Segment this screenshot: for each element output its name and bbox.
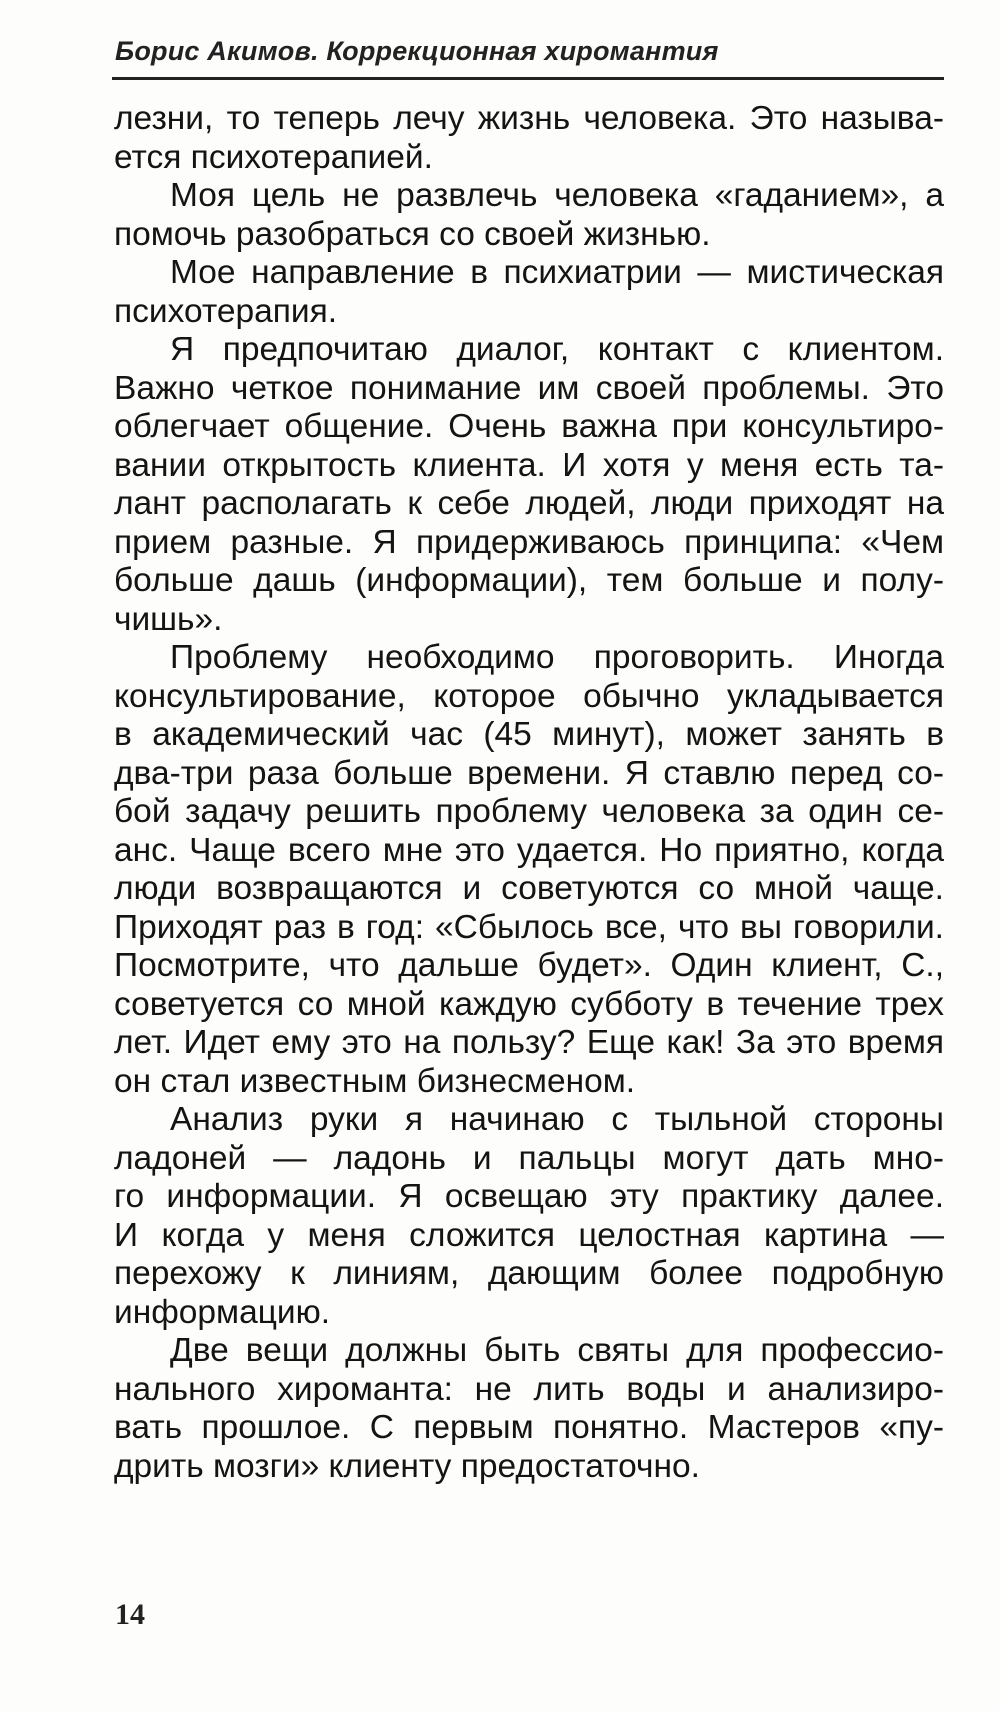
text-line: люди возвращаются и советуются со мной чаще.: [114, 870, 944, 907]
text-line: информацию.: [114, 1293, 331, 1331]
text-line: лет. Идет ему это на пользу? Еще как! За это время: [114, 1024, 944, 1061]
paragraph: [114, 254, 944, 331]
header-rule: [112, 77, 944, 80]
text-line: он стал известным бизнесменом.: [114, 1062, 636, 1100]
text-line: больше дашь (информации), тем больше и полу-: [114, 562, 944, 599]
paragraph: [114, 331, 944, 639]
text-line: дрить мозги» клиенту предостаточно.: [114, 1447, 700, 1485]
paragraph: [114, 639, 944, 1101]
text-line: помочь разобраться со своей жизнью.: [114, 215, 711, 253]
text-line: бой задачу решить проблему человека за один се-: [114, 793, 944, 830]
text-line: Две вещи должны быть святы для профессио-: [170, 1332, 944, 1369]
text-line: Анализ руки я начинаю с тыльной стороны: [170, 1101, 944, 1138]
text-line: анс. Чаще всего мне это удается. Но приятно, когда: [114, 831, 944, 869]
text-line: перехожу к линиям, дающим более подробную: [114, 1255, 944, 1292]
text-line: Приходят раз в год: «Сбылось все, что вы говорили.: [114, 908, 944, 946]
text-line: лант располагать к себе людей, люди приходят на: [114, 485, 944, 522]
text-line: ладоней — ладонь и пальцы могут дать мно-: [114, 1139, 944, 1177]
text-line: прием разные. Я придерживаюсь принципа: «Чем: [114, 523, 944, 561]
text-line: Моя цель не развлечь человека «гаданием», а: [170, 177, 944, 214]
text-line: чишь».: [114, 600, 223, 638]
text-line: лезни, то теперь лечу жизнь человека. Это называ-: [114, 100, 944, 137]
text-line: психотерапия.: [114, 292, 338, 330]
text-line: И когда у меня сложится целостная картина —: [114, 1216, 944, 1254]
text-line: ется психотерапией.: [114, 138, 433, 176]
text-line: Проблему необходимо проговорить. Иногда: [170, 639, 944, 676]
text-line: консультирование, которое обычно укладывается: [114, 677, 944, 715]
text-line: два-три раза больше времени. Я ставлю перед со-: [114, 754, 944, 792]
page-number: 14: [115, 1598, 145, 1631]
paragraph: [114, 100, 944, 177]
text-line: вать прошлое. С первым понятно. Мастеров «пу-: [114, 1409, 944, 1446]
text-line: Посмотрите, что дальше будет». Один клиент, С.,: [114, 947, 944, 984]
text-line: Я предпочитаю диалог, контакт с клиентом.: [170, 331, 944, 368]
body-text: [114, 100, 944, 1486]
paragraph: [114, 177, 944, 254]
text-line: в академический час (45 минут), может занять в: [114, 716, 944, 753]
text-line: Мое направление в психиатрии — мистическая: [170, 254, 944, 291]
text-line: советуется со мной каждую субботу в течение трех: [114, 985, 944, 1023]
text-line: вании открытость клиента. И хотя у меня есть та-: [114, 446, 944, 484]
paragraph: [114, 1101, 944, 1332]
running-head: Борис Акимов. Коррекционная хиромантия: [115, 36, 719, 66]
text-line: го информации. Я освещаю эту практику далее.: [114, 1178, 944, 1215]
text-line: нального хироманта: не лить воды и анализиро-: [114, 1370, 944, 1408]
text-line: Важно четкое понимание им своей проблемы. Это: [114, 369, 944, 407]
paragraph: [114, 1332, 944, 1486]
text-line: облегчает общение. Очень важна при консультиро-: [114, 408, 944, 445]
